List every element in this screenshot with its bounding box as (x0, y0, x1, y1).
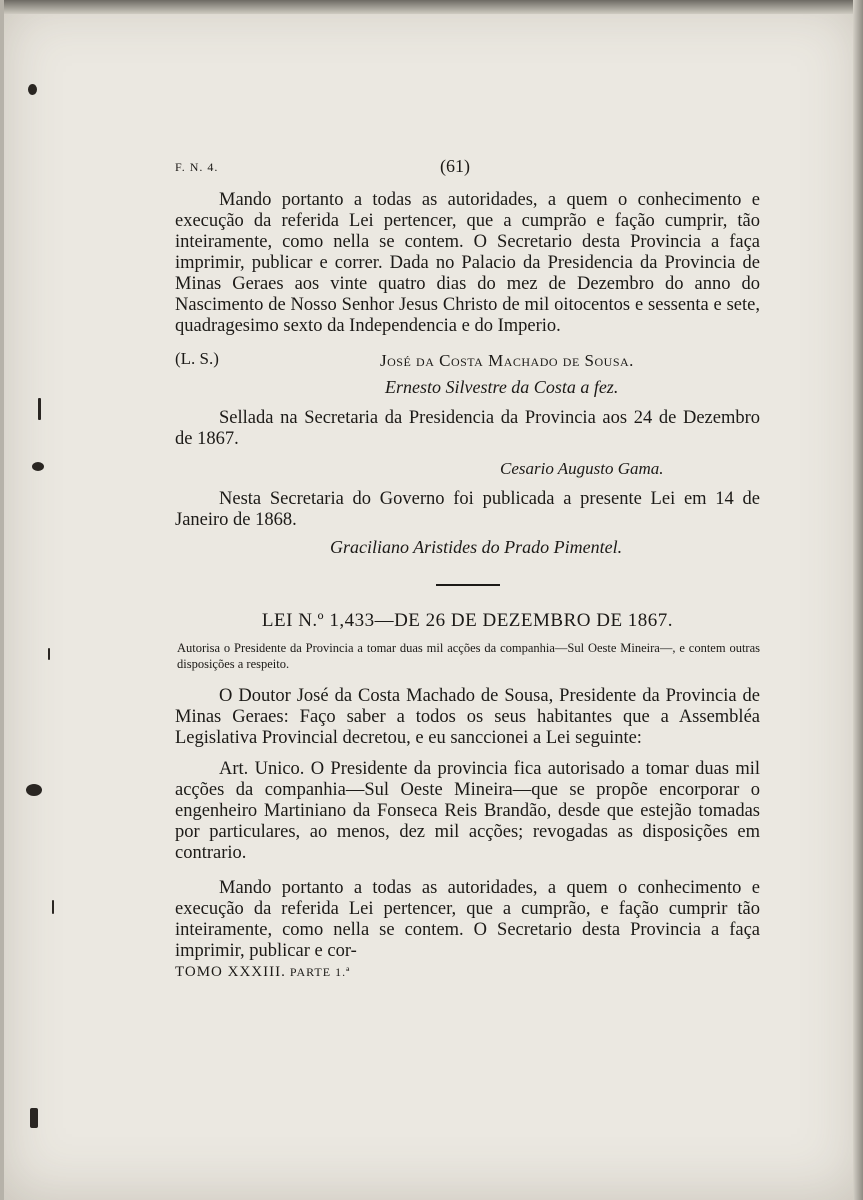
section-rule (436, 584, 500, 586)
volume-mark: TOMO XXXIII. (175, 964, 286, 980)
text-column (175, 150, 760, 981)
scan-right-edge (853, 0, 863, 1200)
margin-ink-mark (48, 648, 50, 660)
signature-row (175, 347, 760, 375)
page-footer (175, 964, 760, 981)
scan-top-edge (0, 0, 863, 14)
margin-ink-mark (30, 1108, 38, 1128)
paragraph-sealed: Sellada na Secretaria da Presidencia da Provincia aos 24 de Dezembro de 1867. (175, 408, 760, 449)
signature-mark: F. N. 4. (175, 160, 219, 174)
signer-cesario: Cesario Augusto Gama. (500, 459, 664, 478)
law-summary: Autorisa o Presidente da Provincia a tomar duas mil acções da companhia—Sul Oeste Mineira—, e contem outras disposições a respeito. (177, 641, 760, 671)
margin-ink-mark (38, 398, 41, 420)
paragraph-article: Art. Unico. O Presidente da provincia fica autorisado a tomar duas mil acções da companhia—Sul Oeste Mineira—que se propõe encorporar o engenheiro Martiniano da Fonseca Reis Brandão, desde que estejão tomadas por particulares, ao menos, dez mil acções; revogadas as disposições em contrario. (175, 759, 760, 863)
law-title: LEI N.º 1,433—DE 26 DE DEZEMBRO DE 1867. (261, 610, 674, 631)
president-signature: José da Costa Machado de Sousa. (380, 351, 634, 370)
seal-mark: (L. S.) (175, 349, 219, 368)
paragraph-mando: Mando portanto a todas as autoridades, a quem o conhecimento e execução da referida Lei pertencer, que a cumprão, e fação cumprir tão inteiramente, como nella se contem. O Secretario desta Provincia a faça imprimir, publicar e cor- (175, 878, 760, 961)
page-header (175, 150, 760, 190)
margin-ink-mark (52, 900, 54, 914)
page-number: (61) (440, 156, 470, 176)
margin-ink-mark (26, 784, 42, 796)
paragraph-published: Nesta Secretaria do Governo foi publicada a presente Lei em 14 de Janeiro de 1868. (175, 489, 760, 530)
paragraph-preamble: O Doutor José da Costa Machado de Sousa, Presidente da Provincia de Minas Geraes: Faço saber a todos os seus habitantes que a Assembléa Legislativa Provincial decretou, e eu sanccionei a Lei seguinte: (175, 686, 760, 748)
paragraph-promulgation: Mando portanto a todas as autoridades, a quem o conhecimento e execução da referida Lei pertencer, que a cumprão e fação cumprir, tão inteiramente, como nella se contem. O Secretario desta Provincia a faça imprimir, publicar e correr. Dada no Palacio da Presidencia da Provincia de Minas Geraes aos vinte quatro dias do mez de Dezembro do anno do Nascimento de Nosso Senhor Jesus Christo de mil oitocentos e sessenta e sete, quadragesimo sexto da Independencia e do Imperio. (175, 190, 760, 336)
scan-left-edge (0, 0, 4, 1200)
part-mark: PARTE 1.ª (289, 965, 351, 979)
signer-graciliano: Graciliano Aristides do Prado Pimentel. (330, 537, 623, 557)
margin-ink-mark (28, 84, 37, 95)
countersignature: Ernesto Silvestre da Costa a fez. (385, 377, 619, 397)
margin-ink-mark (32, 462, 44, 471)
